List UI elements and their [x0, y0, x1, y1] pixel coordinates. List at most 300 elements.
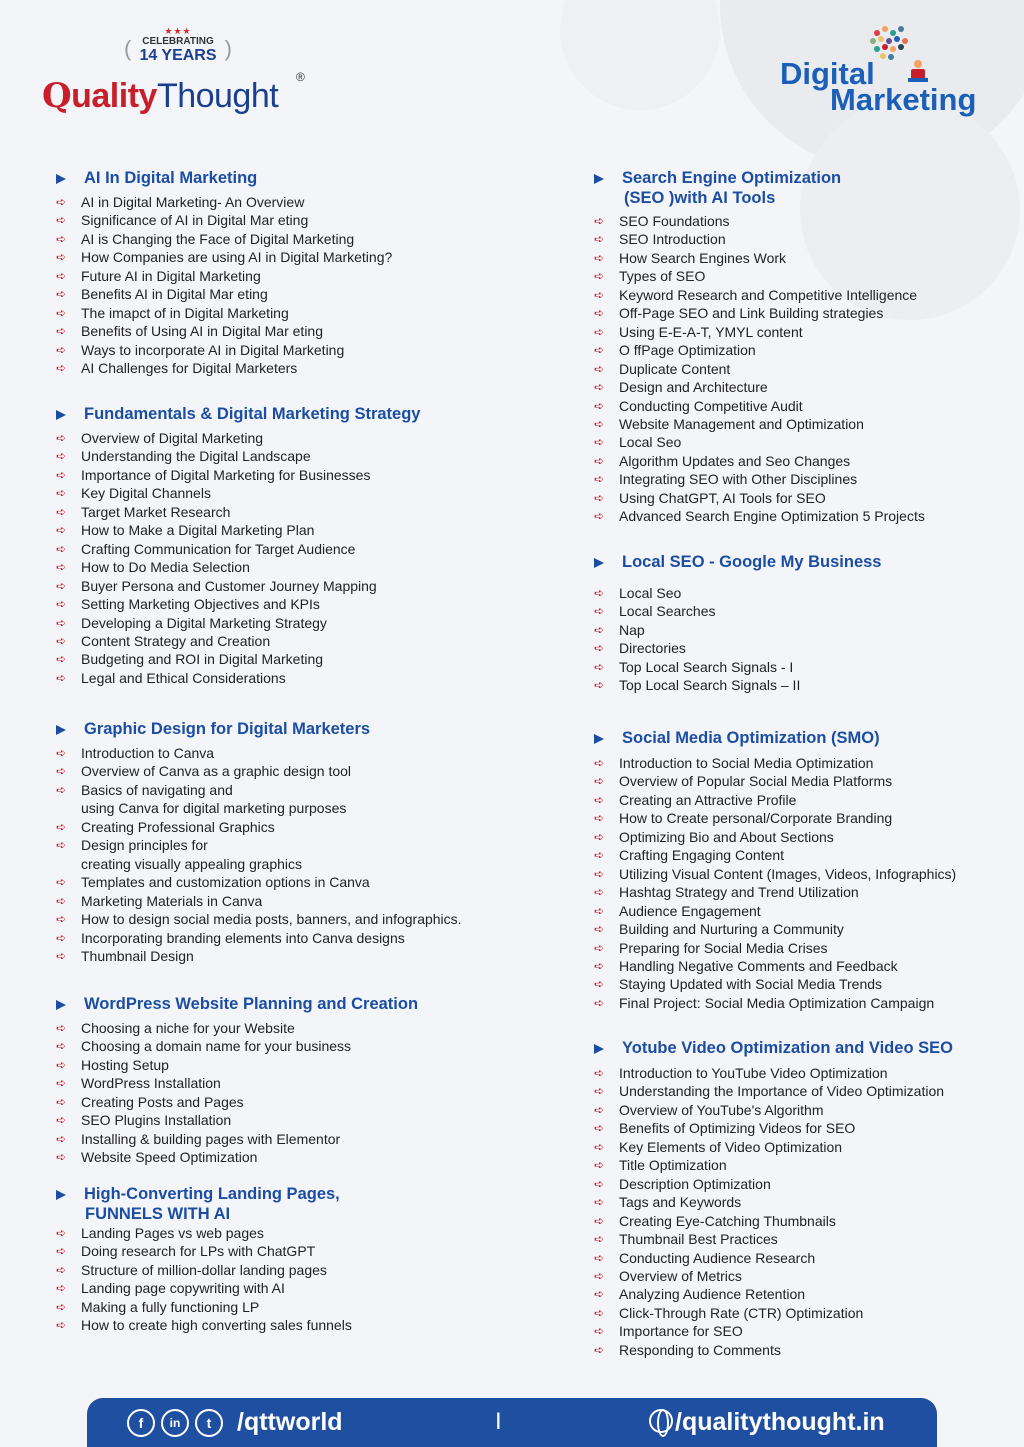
item-list — [56, 429, 526, 687]
list-item-text: creating visually appealing graphics — [81, 855, 303, 872]
arrow-right-icon: ➪ — [56, 1281, 67, 1296]
list-item-text: Description Optimization — [619, 1175, 771, 1192]
list-item-text: Top Local Search Signals – II — [619, 677, 801, 694]
list-item-text: Website Management and Optimization — [619, 415, 864, 432]
list-item — [594, 378, 1004, 396]
list-item — [56, 1279, 526, 1297]
list-item — [56, 285, 526, 303]
list-item — [56, 211, 526, 229]
list-item — [56, 818, 526, 836]
arrow-right-icon: ➪ — [56, 324, 67, 339]
arrow-right-icon: ➪ — [594, 885, 605, 900]
section-heading — [594, 552, 1004, 572]
list-item — [56, 1019, 526, 1037]
list-item-text: Buyer Persona and Customer Journey Mapping — [81, 577, 377, 594]
list-item — [594, 397, 1004, 415]
arrow-right-icon: ➪ — [594, 1232, 605, 1247]
arrow-right-icon: ➪ — [594, 287, 605, 302]
arrow-right-icon: ➪ — [594, 453, 605, 468]
arrow-right-icon: ➪ — [56, 875, 67, 890]
arrow-right-icon: ➪ — [56, 948, 67, 963]
arrow-right-icon: ➪ — [56, 504, 67, 519]
section-title-text: Social Media Optimization (SMO) — [622, 729, 880, 747]
list-item-text: Introduction to Social Media Optimization — [619, 755, 874, 771]
list-item-text: Overview of Canva as a graphic design tool — [81, 763, 352, 780]
item-list — [56, 193, 526, 378]
list-item — [56, 304, 526, 322]
list-item — [594, 846, 1004, 864]
list-item — [594, 212, 1004, 230]
arrow-right-icon: ➪ — [56, 213, 67, 228]
list-item — [56, 1298, 526, 1316]
list-item-text: Advanced Search Engine Optimization 5 Projects — [619, 508, 925, 525]
social-icons — [127, 1409, 223, 1437]
arrow-right-icon: ➪ — [594, 903, 605, 918]
list-item — [56, 947, 526, 965]
brand-q: Q — [42, 76, 72, 116]
list-item — [594, 621, 1004, 639]
list-item-text: Design principles for — [81, 837, 208, 854]
arrow-right-icon: ➪ — [594, 678, 605, 693]
section-title-text: Graphic Design for Digital Marketers — [84, 720, 371, 738]
list-item-text: Introduction to Canva — [81, 745, 215, 761]
list-item-text: Overview of Popular Social Media Platforms — [619, 773, 893, 790]
list-item — [594, 883, 1004, 901]
arrow-right-icon: ➪ — [594, 958, 605, 973]
list-item — [594, 584, 1004, 602]
list-item — [594, 639, 1004, 657]
arrow-right-icon: ➪ — [594, 416, 605, 431]
arrow-right-icon: ➪ — [594, 398, 605, 413]
list-item-text: Creating Posts and Pages — [81, 1093, 244, 1110]
section-fundamentals — [56, 404, 526, 687]
years-label: 14 YEARS — [139, 47, 217, 64]
arrow-right-icon: ➪ — [56, 912, 67, 927]
triangle-right-icon — [594, 174, 604, 184]
triangle-right-icon — [56, 725, 66, 735]
list-item-text: Benefits AI in Digital Mar eting — [81, 286, 268, 303]
arrow-right-icon: ➪ — [594, 490, 605, 505]
list-item — [594, 658, 1004, 676]
quality-thought-logo — [42, 26, 322, 126]
list-item-text: AI in Digital Marketing- An Overview — [81, 194, 305, 210]
list-item — [56, 762, 526, 780]
list-item-text: Overview of Metrics — [619, 1267, 742, 1284]
list-item — [56, 558, 526, 576]
list-item — [56, 429, 526, 447]
list-item-text: SEO Introduction — [619, 231, 726, 248]
arrow-right-icon: ➪ — [594, 995, 605, 1010]
arrow-right-icon: ➪ — [56, 523, 67, 538]
list-item-text: Hosting Setup — [81, 1056, 169, 1073]
list-item — [56, 1242, 526, 1260]
list-item-text: Top Local Search Signals - I — [619, 658, 794, 675]
list-item — [594, 754, 1004, 772]
list-item-text: Marketing Materials in Canva — [81, 892, 263, 909]
arrow-right-icon: ➪ — [594, 829, 605, 844]
list-item-text: Importance of Digital Marketing for Businesses — [81, 466, 371, 483]
list-item-text: Making a fully functioning LP — [81, 1298, 260, 1315]
list-item-text: Significance of AI in Digital Mar eting — [81, 212, 309, 229]
list-item-text: Doing research for LPs with ChatGPT — [81, 1243, 316, 1260]
triangle-right-icon — [594, 1044, 604, 1054]
list-item — [56, 484, 526, 502]
list-item — [594, 267, 1004, 285]
list-item-text: Conducting Audience Research — [619, 1249, 816, 1266]
list-item — [594, 828, 1004, 846]
list-item-text: SEO Plugins Installation — [81, 1112, 232, 1129]
arrow-right-icon: ➪ — [56, 597, 67, 612]
list-item — [56, 447, 526, 465]
list-item-text: Legal and Ethical Considerations — [81, 669, 286, 686]
list-item-text: Title Optimization — [619, 1157, 727, 1174]
social-handle-link[interactable]: /qttworld — [237, 1408, 343, 1436]
list-item-text: Using ChatGPT, AI Tools for SEO — [619, 489, 826, 506]
arrow-right-icon: ➪ — [56, 250, 67, 265]
list-item — [56, 230, 526, 248]
item-list — [594, 1064, 1004, 1359]
triangle-right-icon — [56, 174, 66, 184]
arrow-right-icon: ➪ — [56, 819, 67, 834]
list-item-text: How to Create personal/Corporate Branding — [619, 810, 893, 827]
list-item-text: using Canva for digital marketing purposes — [81, 800, 347, 817]
arrow-right-icon: ➪ — [56, 1244, 67, 1259]
list-item — [56, 1316, 526, 1334]
list-item — [56, 322, 526, 340]
list-item — [594, 470, 1004, 488]
triangle-right-icon — [56, 410, 66, 420]
list-item — [594, 1082, 1004, 1100]
section-title-line2: FUNNELS WITH AI — [85, 1205, 231, 1223]
brand-uality: uality — [71, 77, 157, 115]
list-item — [594, 994, 1004, 1012]
list-item — [594, 975, 1004, 993]
list-item-text: Conducting Competitive Audit — [619, 397, 803, 414]
brand-thought: Thought — [156, 77, 279, 115]
list-item-text: Keyword Research and Competitive Intelligence — [619, 286, 918, 303]
arrow-right-icon: ➪ — [56, 560, 67, 575]
arrow-right-icon: ➪ — [594, 811, 605, 826]
list-item — [594, 433, 1004, 451]
arrow-right-icon: ➪ — [56, 652, 67, 667]
arrow-right-icon: ➪ — [56, 195, 67, 209]
list-item-text: Ways to incorporate AI in Digital Marketing — [81, 341, 345, 358]
list-item-text: Templates and customization options in Canva — [81, 874, 370, 891]
list-item — [56, 836, 526, 854]
list-item-text: Using E-E-A-T, YMYL content — [619, 323, 803, 340]
list-item-text: How to create high converting sales funnels — [81, 1317, 352, 1334]
list-item — [594, 304, 1004, 322]
list-item — [594, 809, 1004, 827]
marketing-word: Marketing — [830, 82, 977, 117]
arrow-right-icon: ➪ — [56, 1318, 67, 1333]
list-item — [56, 1056, 526, 1074]
list-item-text: Budgeting and ROI in Digital Marketing — [81, 651, 324, 668]
list-item-text: Creating Eye-Catching Thumbnails — [619, 1212, 836, 1229]
list-item-text: Integrating SEO with Other Disciplines — [619, 471, 858, 488]
arrow-right-icon: ➪ — [56, 633, 67, 648]
list-item — [594, 939, 1004, 957]
arrow-right-icon: ➪ — [56, 764, 67, 779]
list-item-text: Final Project: Social Media Optimization Campaign — [619, 994, 935, 1011]
list-item — [594, 920, 1004, 938]
list-item-text: Introduction to YouTube Video Optimization — [619, 1065, 888, 1081]
section-heading — [594, 728, 1004, 748]
list-item-text: Click-Through Rate (CTR) Optimization — [619, 1304, 864, 1321]
list-item — [594, 507, 1004, 525]
list-item — [56, 341, 526, 359]
arrow-right-icon: ➪ — [594, 1287, 605, 1302]
arrow-right-icon: ➪ — [594, 214, 605, 228]
list-item-text: O ffPage Optimization — [619, 342, 756, 359]
list-item — [56, 521, 526, 539]
list-item-text: Audience Engagement — [619, 902, 761, 919]
arrow-right-icon: ➪ — [56, 1076, 67, 1091]
twitter-icon[interactable]: t — [195, 1409, 223, 1437]
arrow-right-icon: ➪ — [56, 1039, 67, 1054]
list-item-text: How to design social media posts, banners, and infographics. — [81, 911, 462, 928]
section-landing-pages — [56, 1184, 526, 1335]
list-item — [56, 781, 526, 799]
list-item-text: Creating an Attractive Profile — [619, 791, 797, 808]
arrow-right-icon: ➪ — [594, 940, 605, 955]
arrow-right-icon: ➪ — [56, 486, 67, 501]
laurel-right-icon: ) — [224, 36, 232, 61]
arrow-right-icon: ➪ — [594, 1250, 605, 1265]
list-item-text: How to Do Media Selection — [81, 559, 250, 576]
list-item-text: Choosing a niche for your Website — [81, 1020, 295, 1036]
list-item — [594, 415, 1004, 433]
list-item — [56, 614, 526, 632]
digital-marketing-logo — [780, 26, 990, 126]
laurel-left-icon: ( — [124, 36, 132, 61]
list-item-text: WordPress Installation — [81, 1075, 221, 1092]
list-item-text: Key Digital Channels — [81, 485, 211, 502]
arrow-right-icon: ➪ — [56, 1057, 67, 1072]
arrow-right-icon: ➪ — [594, 604, 605, 619]
list-item — [56, 193, 526, 211]
list-item-text: Directories — [619, 640, 686, 657]
list-item — [594, 1064, 1004, 1082]
list-item-text: Website Speed Optimization — [81, 1149, 258, 1166]
arrow-right-icon: ➪ — [56, 1113, 67, 1128]
list-item-text: Analyzing Audience Retention — [619, 1286, 806, 1303]
list-item-text: Importance for SEO — [619, 1323, 743, 1340]
list-item — [594, 1322, 1004, 1340]
arrow-right-icon: ➪ — [594, 1139, 605, 1154]
arrow-right-icon: ➪ — [56, 305, 67, 320]
arrow-right-icon: ➪ — [56, 1021, 67, 1035]
arrow-right-icon: ➪ — [56, 838, 67, 853]
list-item-text: Basics of navigating and — [81, 781, 233, 798]
arrow-right-icon: ➪ — [56, 268, 67, 283]
list-item — [56, 359, 526, 377]
list-item-text: The imapct of in Digital Marketing — [81, 304, 289, 321]
arrow-right-icon: ➪ — [594, 472, 605, 487]
arrow-right-icon: ➪ — [594, 1176, 605, 1191]
list-item-text: SEO Foundations — [619, 213, 730, 229]
section-ai-in-digital-marketing — [56, 168, 526, 378]
list-item — [594, 230, 1004, 248]
list-item-text: Local Seo — [619, 585, 682, 601]
list-item-text: Nap — [619, 621, 645, 638]
stars-icon: ★★★ — [164, 26, 192, 36]
list-item — [56, 1130, 526, 1148]
arrow-right-icon: ➪ — [594, 343, 605, 358]
list-item — [56, 650, 526, 668]
list-item — [594, 1156, 1004, 1174]
list-item-text: Installing & building pages with Elementor — [81, 1130, 341, 1147]
list-item — [594, 957, 1004, 975]
list-item — [594, 791, 1004, 809]
arrow-right-icon: ➪ — [594, 1066, 605, 1080]
section-seo — [594, 168, 1004, 526]
list-item-text: Design and Architecture — [619, 379, 768, 396]
arrow-right-icon: ➪ — [594, 1213, 605, 1228]
list-item — [56, 595, 526, 613]
brand-name — [42, 70, 305, 116]
footer-separator: I — [495, 1408, 502, 1435]
list-item-text: Types of SEO — [619, 268, 706, 285]
arrow-right-icon: ➪ — [56, 1131, 67, 1146]
facebook-icon[interactable]: f — [127, 1409, 155, 1437]
list-item-text: Crafting Engaging Content — [619, 847, 784, 864]
item-list — [56, 1019, 526, 1167]
list-item-text: Landing page copywriting with AI — [81, 1280, 285, 1297]
arrow-right-icon: ➪ — [594, 586, 605, 600]
list-item — [594, 772, 1004, 790]
list-item — [594, 1101, 1004, 1119]
list-item-text: Responding to Comments — [619, 1341, 781, 1358]
list-item — [56, 503, 526, 521]
list-item — [56, 1074, 526, 1092]
arrow-right-icon: ➪ — [56, 361, 67, 376]
arrow-right-icon: ➪ — [56, 1094, 67, 1109]
arrow-right-icon: ➪ — [594, 659, 605, 674]
arrow-right-icon: ➪ — [56, 287, 67, 302]
list-item-text: AI is Changing the Face of Digital Marketing — [81, 230, 355, 247]
list-item-text: How Companies are using AI in Digital Marketing? — [81, 249, 393, 266]
list-item — [56, 466, 526, 484]
list-item — [56, 873, 526, 891]
list-item — [594, 1249, 1004, 1267]
list-item — [594, 1304, 1004, 1322]
arrow-right-icon: ➪ — [56, 342, 67, 357]
section-graphic-design — [56, 719, 526, 965]
list-item — [56, 799, 526, 817]
section-youtube — [594, 1038, 1004, 1359]
section-title-text: WordPress Website Planning and Creation — [84, 995, 419, 1013]
list-item-text: AI Challenges for Digital Marketers — [81, 360, 298, 377]
list-item-text: Preparing for Social Media Crises — [619, 939, 828, 956]
arrow-right-icon: ➪ — [56, 578, 67, 593]
list-item-text: Overview of YouTube's Algorithm — [619, 1101, 824, 1118]
list-item — [594, 865, 1004, 883]
section-heading — [594, 1038, 1004, 1058]
list-item — [594, 249, 1004, 267]
list-item — [594, 452, 1004, 470]
arrow-right-icon: ➪ — [56, 1226, 67, 1240]
section-title-text: AI In Digital Marketing — [84, 169, 258, 187]
list-item — [594, 1285, 1004, 1303]
list-item — [594, 602, 1004, 620]
triangle-right-icon — [594, 734, 604, 744]
footer-bar — [87, 1398, 937, 1447]
list-item-text: Crafting Communication for Target Audience — [81, 540, 356, 557]
arrow-right-icon: ➪ — [56, 893, 67, 908]
list-item-text: Staying Updated with Social Media Trends — [619, 976, 883, 993]
item-list — [56, 1224, 526, 1335]
arrow-right-icon: ➪ — [594, 361, 605, 376]
arrow-right-icon: ➪ — [56, 449, 67, 464]
triangle-right-icon — [56, 1000, 66, 1010]
arrow-right-icon: ➪ — [594, 1084, 605, 1099]
website-link[interactable] — [649, 1408, 885, 1437]
arrow-right-icon: ➪ — [594, 324, 605, 339]
list-item-text: How to Make a Digital Marketing Plan — [81, 522, 315, 539]
section-local-seo — [594, 552, 1004, 695]
list-item — [56, 540, 526, 558]
list-item-text: Thumbnail Design — [81, 947, 194, 964]
list-item — [56, 892, 526, 910]
list-item — [594, 1212, 1004, 1230]
list-item-text: Understanding the Importance of Video Optimization — [619, 1083, 945, 1100]
linkedin-icon[interactable]: in — [161, 1409, 189, 1437]
list-item-text: Setting Marketing Objectives and KPIs — [81, 596, 320, 613]
arrow-right-icon: ➪ — [594, 269, 605, 284]
background-circle — [560, 0, 720, 110]
arrow-right-icon: ➪ — [594, 622, 605, 637]
website-text: /qualitythought.in — [675, 1408, 885, 1436]
list-item — [56, 248, 526, 266]
list-item — [56, 1037, 526, 1055]
section-title-text: Fundamentals & Digital Marketing Strategy — [84, 405, 421, 423]
list-item-text: Off-Page SEO and Link Building strategies — [619, 305, 884, 322]
list-item — [56, 1093, 526, 1111]
arrow-right-icon: ➪ — [594, 1268, 605, 1283]
anniversary-badge — [124, 26, 232, 65]
section-wordpress — [56, 994, 526, 1167]
list-item — [594, 341, 1004, 359]
arrow-right-icon: ➪ — [594, 1121, 605, 1136]
arrow-right-icon: ➪ — [594, 1102, 605, 1117]
list-item-text: How Search Engines Work — [619, 249, 787, 266]
list-item — [594, 1193, 1004, 1211]
list-item — [594, 1341, 1004, 1359]
section-title-text: Yotube Video Optimization and Video SEO — [622, 1039, 953, 1057]
list-item — [594, 1267, 1004, 1285]
list-item-text: Target Market Research — [81, 503, 231, 520]
list-item-text: Algorithm Updates and Seo Changes — [619, 452, 851, 469]
arrow-right-icon: ➪ — [56, 930, 67, 945]
list-item — [594, 902, 1004, 920]
list-item — [56, 1148, 526, 1166]
digital-word: Digital — [780, 56, 875, 91]
list-item-text: Local Seo — [619, 434, 682, 451]
section-smo — [594, 728, 1004, 1012]
list-item-text: Landing Pages vs web pages — [81, 1225, 264, 1241]
section-title-text: Search Engine Optimization — [622, 169, 842, 187]
arrow-right-icon: ➪ — [594, 1305, 605, 1320]
list-item-text: Local Searches — [619, 603, 716, 620]
list-item-text: Incorporating branding elements into Canva designs — [81, 929, 405, 946]
list-item — [594, 676, 1004, 694]
list-item — [56, 669, 526, 687]
list-item — [56, 744, 526, 762]
arrow-right-icon: ➪ — [56, 231, 67, 246]
arrow-right-icon: ➪ — [594, 792, 605, 807]
section-title-line2: (SEO )with AI Tools — [624, 189, 776, 207]
